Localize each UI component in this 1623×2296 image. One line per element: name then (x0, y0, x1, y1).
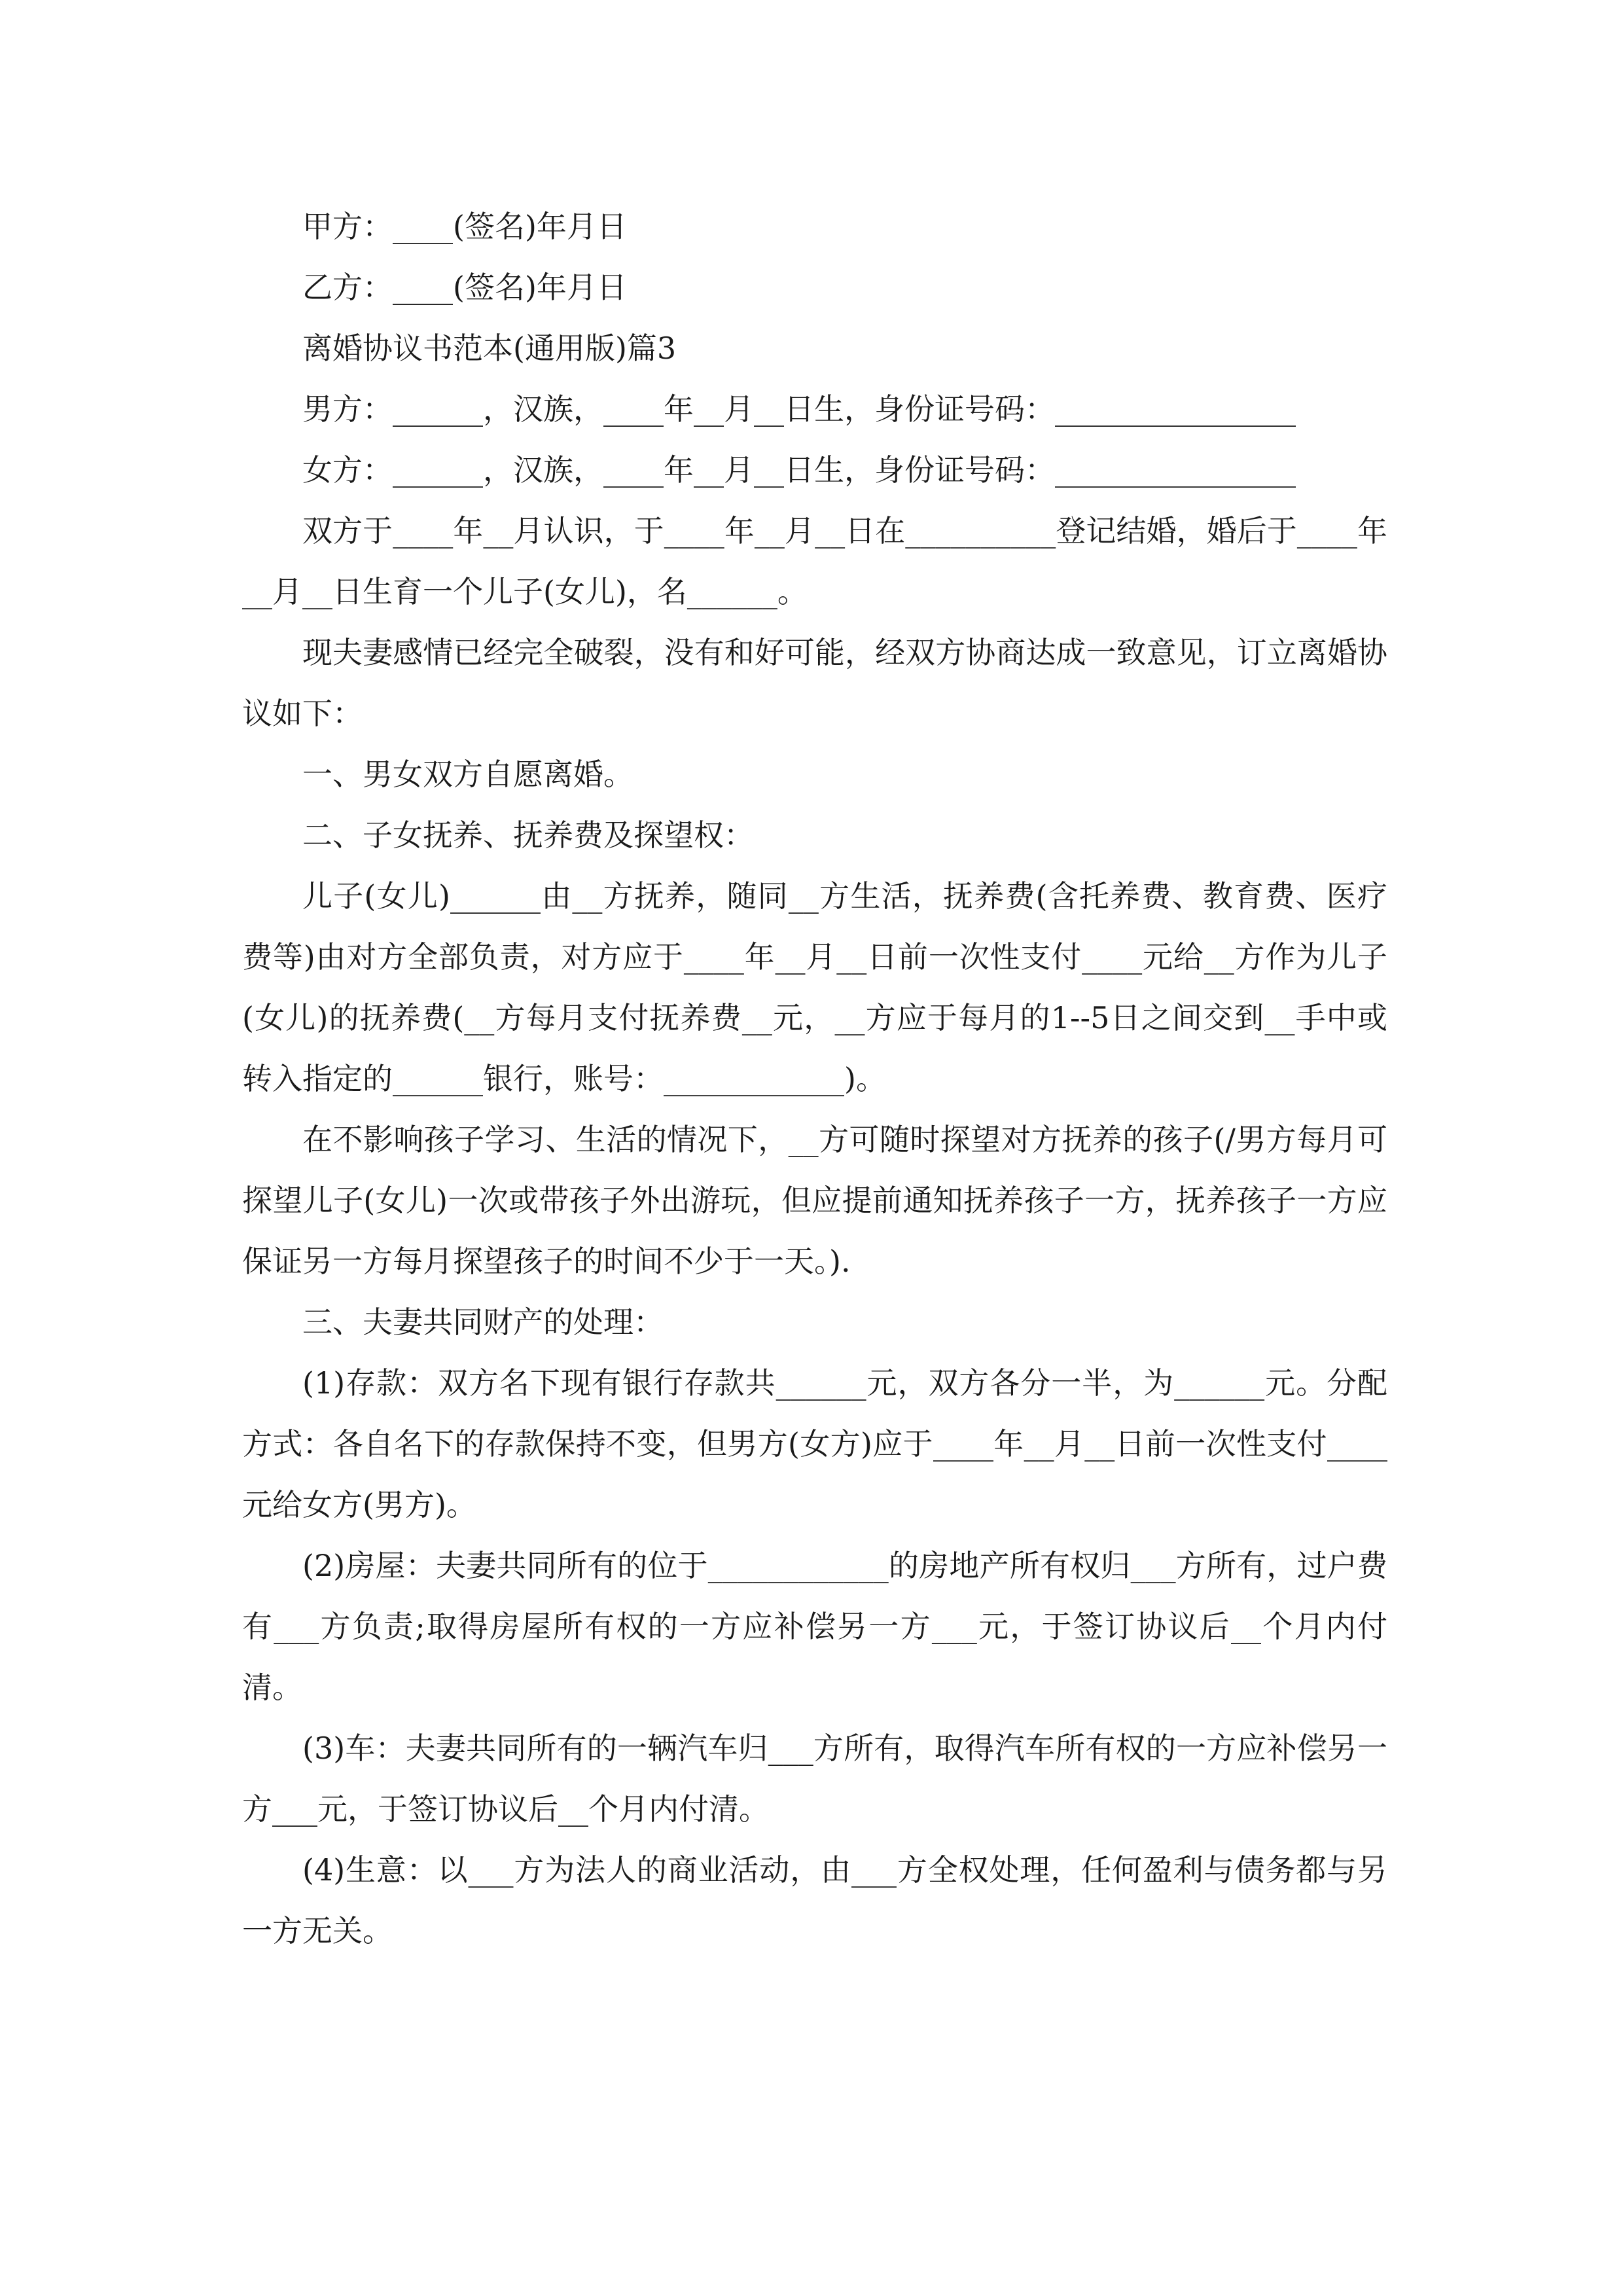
clause-3-heading: 三、夫妻共同财产的处理： (302, 1304, 664, 1340)
business-paragraph: (4)生意：以___方为法人的商业活动，由___方全权处理，任何盈利与债务都与另一方无关。 (242, 1852, 1387, 1948)
car-paragraph: (3)车：夫妻共同所有的一辆汽车归___方所有，取得汽车所有权的一方应补偿另一方___元，于签订协议后__个月内付清。 (242, 1731, 1387, 1827)
section-heading: 离婚协议书范本(通用版)篇3 (302, 331, 677, 366)
party-b-signature-line: 乙方：____(签名)年月日 (302, 270, 627, 305)
wife-info: 女方：______，汉族，____年__月__日生，身份证号码：________________ (302, 452, 1296, 488)
child-custody-paragraph: 儿子(女儿)______由__方抚养，随同__方生活，抚养费(含托养费、教育费、医疗费等)由对方全部负责，对方应于____年__月__日前一次性支付____元给__方作为儿子(女儿)的抚养费(__方每月支付抚养费__元，__方应于每月的1--5日之间交到__手中或转入指定的______银行，账号：____________)。 (242, 878, 1387, 1096)
agreement-intro: 现夫妻感情已经完全破裂，没有和好可能，经双方协商达成一致意见，订立离婚协议如下： (242, 635, 1387, 731)
house-paragraph: (2)房屋：夫妻共同所有的位于____________的房地产所有权归___方所有，过户费有___方负责;取得房屋所有权的一方应补偿另一方___元，于签订协议后__个月内付清。 (242, 1548, 1387, 1705)
visitation-paragraph: 在不影响孩子学习、生活的情况下，__方可随时探望对方抚养的孩子(/男方每月可探望儿子(女儿)一次或带孩子外出游玩，但应提前通知抚养孩子一方，抚养孩子一方应保证另一方每月探望孩子的时间不少于一天。). (242, 1122, 1387, 1279)
marriage-info: 双方于____年__月认识，于____年__月__日在__________登记结婚，婚后于____年__月__日生育一个儿子(女儿)，名______。 (242, 513, 1387, 609)
deposit-paragraph: (1)存款：双方名下现有银行存款共______元，双方各分一半，为______元。分配方式：各自名下的存款保持不变，但男方(女方)应于____年__月__日前一次性支付____元给女方(男方)。 (242, 1365, 1387, 1522)
clause-1: 一、男女双方自愿离婚。 (302, 757, 633, 792)
party-a-signature-line: 甲方：____(签名)年月日 (302, 209, 627, 244)
husband-info: 男方：______，汉族，____年__月__日生，身份证号码：________________ (302, 391, 1296, 427)
clause-2-heading: 二、子女抚养、抚养费及探望权： (302, 817, 754, 853)
document-body (242, 196, 1387, 1962)
